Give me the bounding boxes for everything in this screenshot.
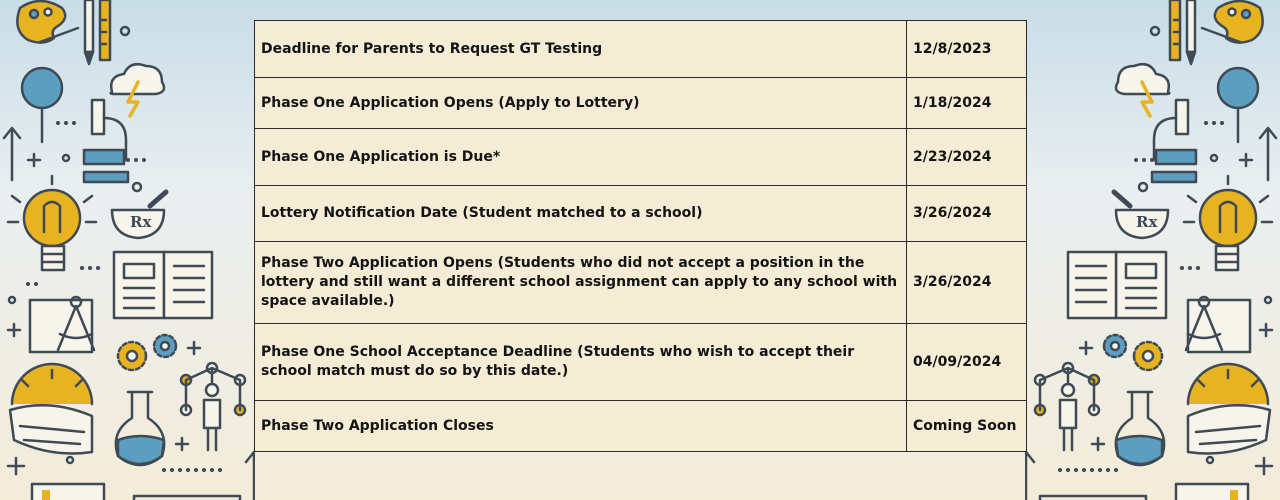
gear-icon — [118, 335, 176, 370]
magnifier-icon — [1218, 68, 1258, 142]
date-cell: 12/8/2023 — [907, 21, 1027, 78]
palette-icon — [17, 1, 78, 43]
left-decoration — [0, 0, 255, 500]
right-science-icons — [1025, 0, 1280, 500]
right-decoration — [1025, 0, 1280, 500]
table-row — [255, 401, 1027, 452]
network-person-icon — [1035, 363, 1099, 450]
cloud-lightning-icon — [111, 64, 164, 116]
sun-farm-icon — [1188, 364, 1270, 454]
event-cell: Phase Two Application Closes — [255, 401, 907, 452]
compass-icon — [1186, 297, 1250, 352]
cloud-lightning-icon — [1116, 64, 1169, 116]
schedule-table-container — [254, 20, 1027, 452]
open-book-icon — [1068, 252, 1166, 318]
event-cell: Phase One Application Opens (Apply to Lottery) — [255, 78, 907, 129]
event-cell: Phase Two Application Opens (Students who did not accept a position in the lottery and still want a different school assignment can apply to any school with space available.) — [255, 242, 907, 324]
event-cell: Phase One Application is Due* — [255, 129, 907, 186]
flask-icon — [116, 392, 164, 465]
prescription-symbol: Rx — [130, 213, 152, 231]
table-row — [255, 186, 1027, 242]
network-person-icon — [181, 363, 245, 450]
microscope-icon — [84, 100, 128, 182]
event-cell: Lottery Notification Date (Student matched to a school) — [255, 186, 907, 242]
table-row — [255, 129, 1027, 186]
table-row — [255, 324, 1027, 401]
sun-farm-icon — [10, 364, 92, 454]
compass-icon — [30, 297, 94, 352]
prescription-symbol: Rx — [1136, 213, 1158, 231]
date-cell: 2/23/2024 — [907, 129, 1027, 186]
date-cell: Coming Soon — [907, 401, 1027, 452]
table-row — [255, 242, 1027, 324]
magnifier-icon — [22, 68, 62, 142]
date-cell: 1/18/2024 — [907, 78, 1027, 129]
schedule-table — [254, 20, 1027, 452]
pencil-icon — [1170, 0, 1195, 64]
table-row — [255, 21, 1027, 78]
flask-icon — [1116, 392, 1164, 465]
date-cell: 3/26/2024 — [907, 242, 1027, 324]
event-cell: Phase One School Acceptance Deadline (Students who wish to accept their school match must do so by this date.) — [255, 324, 907, 401]
date-cell: 3/26/2024 — [907, 186, 1027, 242]
palette-icon — [1202, 1, 1263, 43]
open-book-icon — [114, 252, 212, 318]
table-row — [255, 78, 1027, 129]
pencil-icon — [85, 0, 110, 64]
gear-icon — [1104, 335, 1162, 370]
microscope-icon — [1152, 100, 1196, 182]
left-science-icons — [0, 0, 255, 500]
date-cell: 04/09/2024 — [907, 324, 1027, 401]
event-cell: Deadline for Parents to Request GT Testing — [255, 21, 907, 78]
lightbulb-icon — [8, 176, 96, 270]
lightbulb-icon — [1184, 176, 1272, 270]
